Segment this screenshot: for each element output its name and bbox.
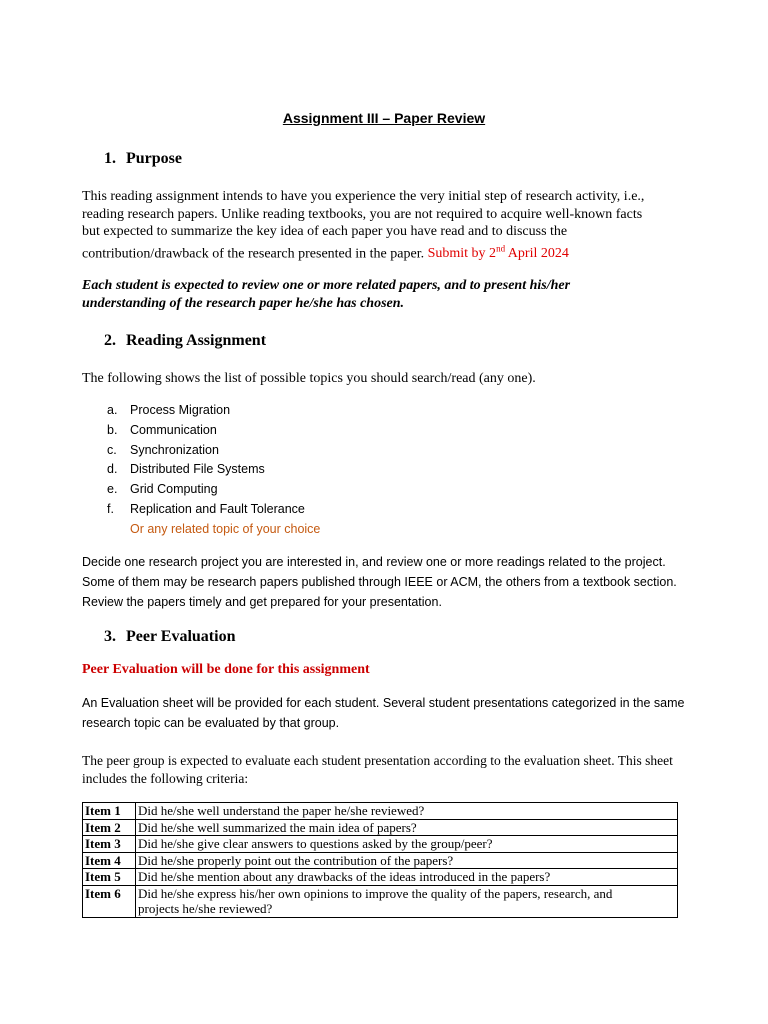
list-marker: c. <box>107 442 117 457</box>
section-number: 2. <box>104 332 116 349</box>
purpose-line: This reading assignment intends to have you experience the very initial step of research activity, i.e., <box>82 189 645 204</box>
peer-line: includes the following criteria: <box>82 770 249 786</box>
list-label: Communication <box>130 422 217 437</box>
list-label: Grid Computing <box>130 482 218 497</box>
peer-line: research topic can be evaluated by that group. <box>82 716 340 730</box>
criteria-item: Item 6 <box>83 885 136 917</box>
reading-line: Some of them may be research papers published through IEEE or ACM, the others from a textbook section. <box>82 575 677 589</box>
reading-line: Decide one research project you are interested in, and review one or more readings related to the project. <box>82 555 666 569</box>
list-marker: b. <box>107 422 118 437</box>
peer-line: An Evaluation sheet will be provided for each student. Several student presentations categorized in the same <box>82 696 685 710</box>
criteria-item: Item 4 <box>83 852 136 869</box>
list-marker: e. <box>107 482 118 497</box>
purpose-paragraph <box>82 188 692 263</box>
page-title: Assignment III – Paper Review <box>282 110 486 126</box>
list-item <box>107 441 320 461</box>
criteria-text-line: projects he/she reviewed? <box>138 901 273 916</box>
purpose-line: but expected to summarize the key idea of each paper you have read and to discuss the <box>82 224 568 239</box>
peer-paragraph-2 <box>82 752 702 787</box>
list-item <box>107 421 320 441</box>
list-marker: a. <box>107 403 118 417</box>
criteria-item: Item 5 <box>83 869 136 886</box>
section-number: 1. <box>104 150 116 167</box>
list-item-any-topic <box>107 520 320 540</box>
table-row <box>83 852 678 869</box>
list-label: Synchronization <box>130 442 219 457</box>
submit-suffix: April 2024 <box>505 246 569 262</box>
criteria-text: Did he/she well understand the paper he/she reviewed? <box>136 803 678 820</box>
submit-sup: nd <box>496 243 506 254</box>
list-marker: f. <box>107 501 114 516</box>
submit-prefix: Submit by 2 <box>427 246 497 262</box>
criteria-item: Item 1 <box>83 803 136 820</box>
topic-list <box>107 401 320 540</box>
list-label: Process Migration <box>130 403 231 417</box>
list-item <box>107 480 320 500</box>
peer-line: The peer group is expected to evaluate each student presentation according to the evaluation sheet. This sheet <box>82 753 673 768</box>
table-row <box>83 836 678 853</box>
criteria-table <box>82 802 678 918</box>
section-heading-reading <box>104 332 266 350</box>
list-label: Distributed File Systems <box>130 462 265 477</box>
list-item <box>107 460 320 480</box>
criteria-text <box>136 885 678 917</box>
purpose-line <box>82 241 692 263</box>
list-item <box>107 500 320 520</box>
criteria-item: Item 3 <box>83 836 136 853</box>
criteria-text: Did he/she well summarized the main idea of papers? <box>136 819 678 836</box>
purpose-line-text: contribution/drawback of the research presented in the paper. <box>82 246 425 262</box>
table-row <box>83 803 678 820</box>
section-heading-peer <box>104 628 235 646</box>
purpose-emphasis <box>82 277 692 312</box>
emphasis-line: understanding of the research paper he/she has chosen. <box>82 295 405 311</box>
section-title: Reading Assignment <box>126 332 267 349</box>
reading-line: Review the papers timely and get prepared for your presentation. <box>82 595 442 609</box>
section-title: Purpose <box>126 150 182 167</box>
section-title: Peer Evaluation <box>126 628 236 645</box>
list-marker: d. <box>107 462 118 477</box>
reading-paragraph <box>82 552 702 612</box>
peer-paragraph-1 <box>82 693 702 733</box>
list-item <box>107 401 320 421</box>
section-number: 3. <box>104 628 116 645</box>
criteria-item: Item 2 <box>83 819 136 836</box>
peer-notice: Peer Evaluation will be done for this assignment <box>82 662 370 677</box>
reading-intro: The following shows the list of possible topics you should search/read (any one). <box>82 371 536 386</box>
purpose-line: reading research papers. Unlike reading textbooks, you are not required to acquire well-known facts <box>82 206 643 222</box>
section-heading-purpose <box>104 150 182 168</box>
table-row <box>83 869 678 886</box>
criteria-text: Did he/she properly point out the contribution of the papers? <box>136 852 678 869</box>
table-row <box>83 885 678 917</box>
criteria-text: Did he/she mention about any drawbacks of the ideas introduced in the papers? <box>136 869 678 886</box>
submit-deadline <box>427 243 569 262</box>
criteria-text-line: Did he/she express his/her own opinions to improve the quality of the papers, research, and <box>138 885 613 901</box>
table-row <box>83 819 678 836</box>
criteria-text: Did he/she give clear answers to questions asked by the group/peer? <box>136 836 678 853</box>
any-topic-label: Or any related topic of your choice <box>130 521 321 536</box>
emphasis-line: Each student is expected to review one or more related papers, and to present his/her <box>82 278 571 293</box>
list-label: Replication and Fault Tolerance <box>130 501 305 516</box>
